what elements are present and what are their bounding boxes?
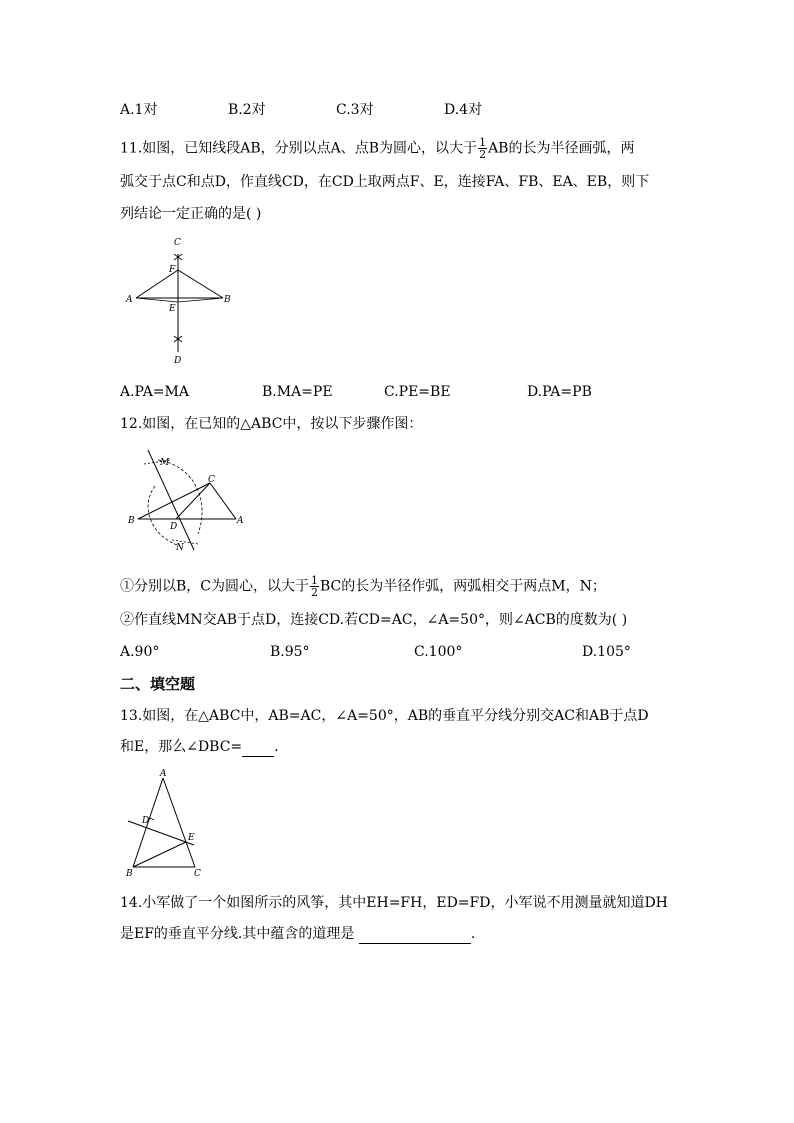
q12-step1-text-a: ①分别以B，C为圆心，以大于 <box>120 578 309 595</box>
q11-frac-num: 1 <box>479 136 487 149</box>
q12-option-a: A.90° <box>120 644 160 660</box>
q12-label-a: A <box>237 516 244 526</box>
q14-text-a: 是EF的垂直平分线.其中蕴含的道理是 <box>120 926 359 942</box>
q10-option-a: A.1对 <box>120 102 158 118</box>
q13-label-c: C <box>194 869 201 879</box>
q11-line-2: 弧交于点C和点D，作直线CD，在CD上取两点F、E，连接FA、FB、EA、EB，则下 <box>120 174 650 190</box>
q11-line-3: 列结论一定正确的是( ) <box>120 206 262 222</box>
q11-label-e: E <box>169 304 176 314</box>
q12-option-d: D.105° <box>582 644 631 660</box>
q14-text-b: . <box>470 926 476 942</box>
q11-label-d: D <box>174 356 182 366</box>
q13-line-2 <box>120 737 279 757</box>
q11-text-a: 11.如图，已知线段AB，分别以点A、点B为圆心，以大于 <box>120 140 478 157</box>
q12-figure <box>120 446 260 556</box>
q13-answer-blank[interactable] <box>242 740 274 757</box>
q12-step-1 <box>120 575 606 598</box>
q11-text-b: AB的长为半径画弧，两 <box>488 140 635 157</box>
q12-step1-text-b: BC的长为半径作弧，两弧相交于两点M，N； <box>320 578 606 595</box>
q11-label-a: A <box>126 295 133 305</box>
q13-label-a: A <box>160 769 167 779</box>
q14-line-1: 14.小军做了一个如图所示的风筝，其中EH=FH，ED=FD，小军说不用测量就知道DH <box>120 895 668 911</box>
q12-label-c: C <box>208 475 215 485</box>
q12-option-b: B.95° <box>270 644 310 660</box>
q12-fraction <box>310 575 319 598</box>
q13-text-b: . <box>274 739 279 755</box>
q11-label-c: C <box>174 238 181 248</box>
q11-line-1 <box>120 137 634 160</box>
q12-label-n: N <box>176 543 184 553</box>
q11-label-b: B <box>224 295 231 305</box>
q12-label-b: B <box>128 516 135 526</box>
q11-figure <box>120 232 240 372</box>
q11-option-a: A.PA=MA <box>120 384 189 400</box>
q12-step-2: ②作直线MN交AB于点D，连接CD.若CD=AC，∠A=50°，则∠ACB的度数为( ) <box>120 612 628 628</box>
q13-label-e: E <box>188 833 195 843</box>
q12-line-1: 12.如图，在已知的△ABC中，按以下步骤作图： <box>120 416 423 432</box>
q14-line-2 <box>120 924 475 944</box>
q12-label-m: M <box>160 458 170 468</box>
q14-answer-blank[interactable] <box>359 927 471 944</box>
q11-option-c: C.PE=BE <box>384 384 451 400</box>
q12-frac-num: 1 <box>311 574 318 587</box>
q10-option-c: C.3对 <box>336 102 374 118</box>
q12-option-c: C.100° <box>414 644 463 660</box>
q10-option-d: D.4对 <box>444 102 483 118</box>
q13-text-a: 和E，那么∠DBC= <box>120 739 243 755</box>
q11-frac-den: 2 <box>479 148 487 161</box>
q13-label-b: B <box>126 869 133 879</box>
q11-option-d: D.PA=PB <box>527 384 592 400</box>
section-heading-fill-in: 二、填空题 <box>120 675 196 693</box>
q11-fraction <box>478 137 487 160</box>
q13-line-1: 13.如图，在△ABC中，AB=AC，∠A=50°，AB的垂直平分线分别交AC和AB于点D <box>120 708 649 724</box>
q12-label-d: D <box>170 522 178 532</box>
q13-figure <box>120 766 220 882</box>
q10-option-b: B.2对 <box>228 102 266 118</box>
q11-label-f: F <box>169 265 176 275</box>
q11-option-b: B.MA=PE <box>262 384 333 400</box>
q13-label-d: D <box>142 816 150 826</box>
q12-frac-den: 2 <box>311 586 318 599</box>
